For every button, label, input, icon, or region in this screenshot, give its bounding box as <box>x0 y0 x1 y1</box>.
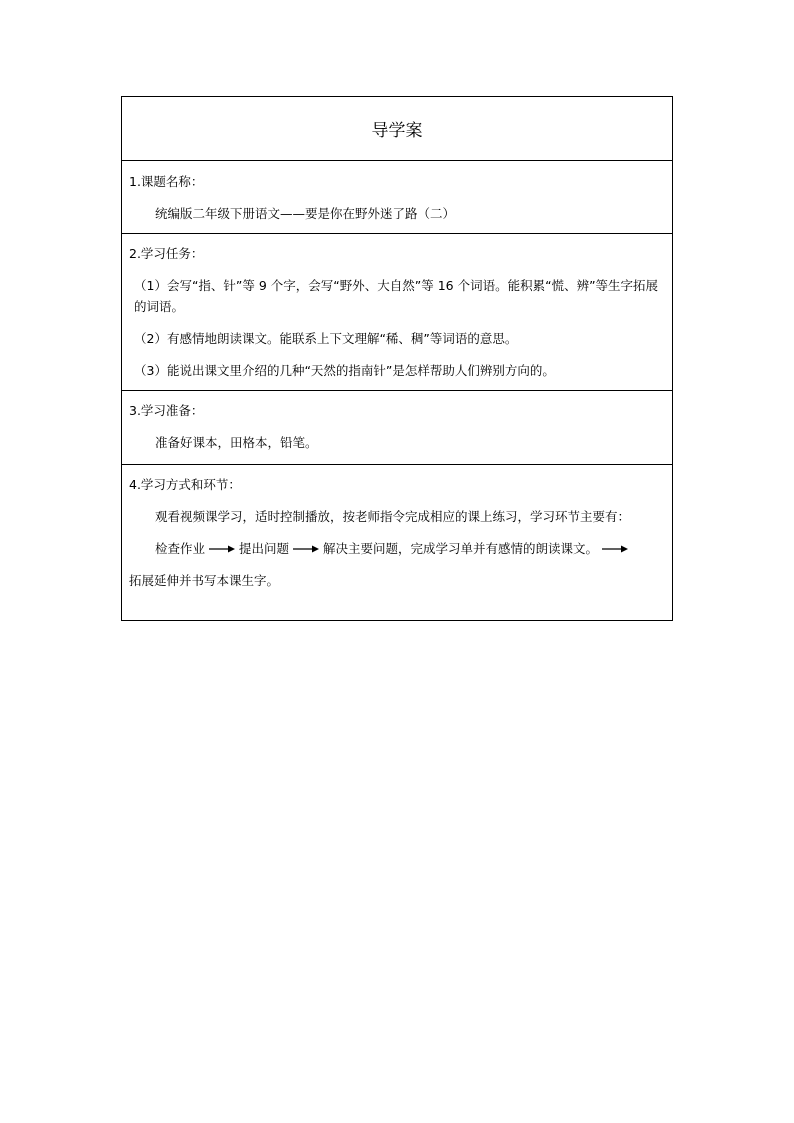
section-preparation-heading: 3.学习准备： <box>129 403 204 418</box>
process-step-2: 提出问题 <box>239 541 290 556</box>
process-step-1: 检查作业 <box>155 541 206 556</box>
section-method <box>122 464 672 620</box>
section-topic-heading: 1.课题名称： <box>129 174 204 189</box>
task-item-3: （3）能说出课文里介绍的几种“天然的指南针”是怎样帮助人们辨别方向的。 <box>134 363 555 378</box>
study-guide-table <box>121 96 673 621</box>
section-topic-content: 统编版二年级下册语文——要是你在野外迷了路（二） <box>155 206 456 221</box>
page-title: 导学案 <box>371 121 423 141</box>
section-topic <box>122 160 672 233</box>
arrow-right-icon <box>209 544 235 554</box>
process-step-3: 解决主要问题，完成学习单并有感情的朗读课文。 <box>323 541 599 556</box>
task-item-1: （1）会写“指、针”等 9 个字，会写“野外、大自然”等 16 个词语。能积累“慌、辨”等生字拓展的词语。 <box>134 278 659 314</box>
section-method-intro: 观看视频课学习，适时控制播放，按老师指令完成相应的课上练习，学习环节主要有： <box>155 509 631 524</box>
section-preparation <box>122 390 672 464</box>
section-preparation-content: 准备好课本，田格本，铅笔。 <box>155 435 318 450</box>
title-cell <box>122 97 672 160</box>
arrow-right-icon <box>602 544 628 554</box>
section-method-heading: 4.学习方式和环节： <box>129 477 241 492</box>
process-step-4: 拓展延伸并书写本课生字。 <box>129 573 280 588</box>
arrow-right-icon <box>293 544 319 554</box>
section-tasks <box>122 233 672 390</box>
task-item-2: （2）有感情地朗读课文。能联系上下文理解“稀、稠”等词语的意思。 <box>134 331 518 346</box>
section-tasks-heading: 2.学习任务： <box>129 246 204 261</box>
process-flow <box>129 538 665 559</box>
